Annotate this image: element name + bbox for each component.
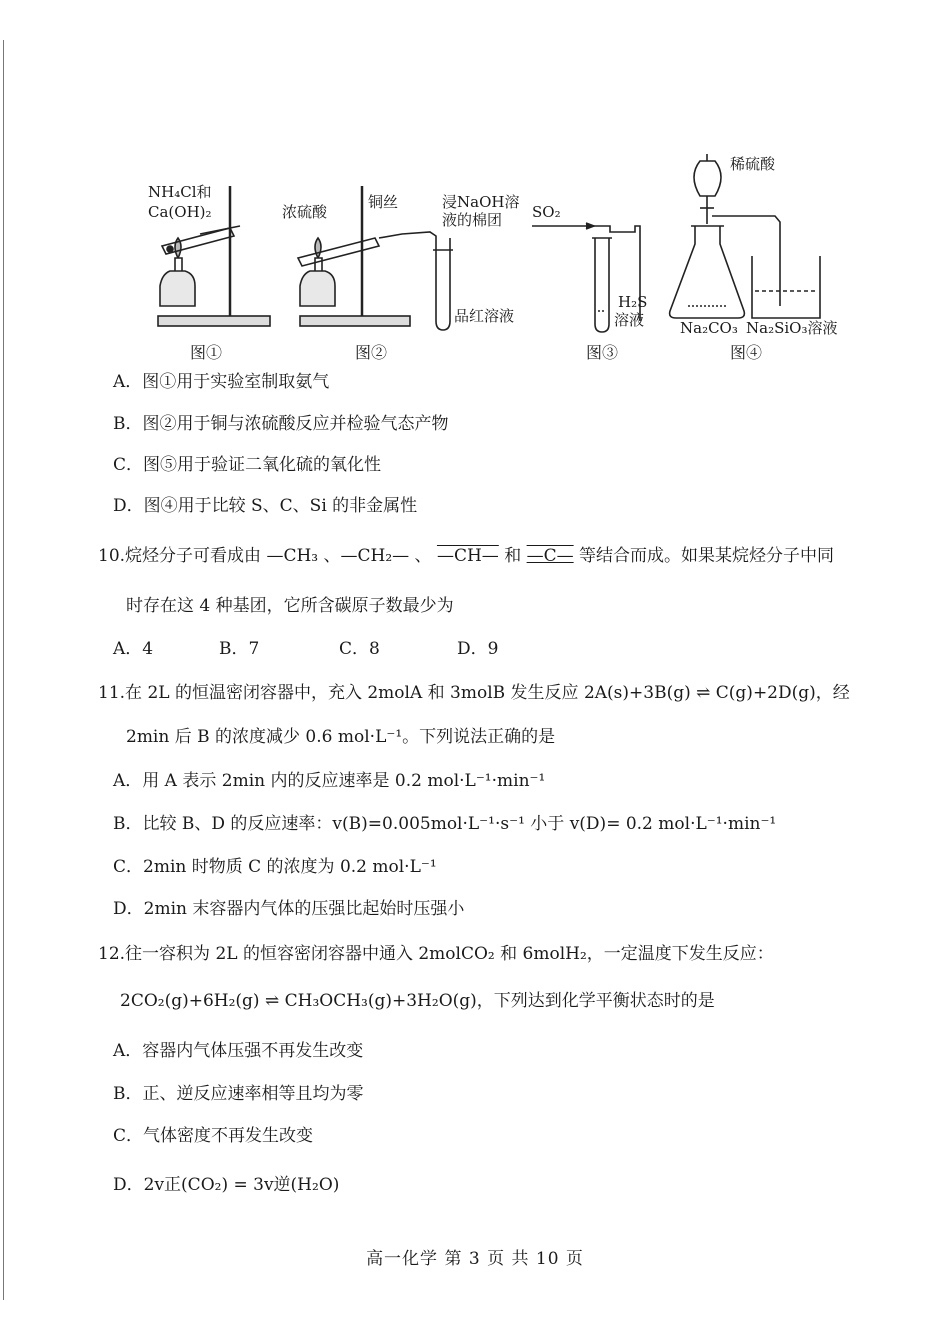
q12-stem-line-1: 12.往一容积为 2L 的恒容密闭容器中通入 2molCO₂ 和 6molH₂，一定温度下发生反应： <box>98 944 774 964</box>
q9-option-b: B．图②用于铜与浓硫酸反应并检验气态产物 <box>113 414 449 434</box>
q10-option-c: C．8 <box>339 639 380 659</box>
fig4-caption: 图④ <box>730 343 763 362</box>
q12-option-b: B．正、逆反应速率相等且均为零 <box>113 1084 364 1104</box>
page-footer: 高一化学 第 3 页 共 10 页 <box>366 1249 584 1269</box>
fig1-caption: 图① <box>190 343 223 362</box>
fig2-caption: 图② <box>355 343 388 362</box>
fig2-acid-label: 浓硫酸 <box>282 203 328 221</box>
fig2-cotton-label-2: 液的棉团 <box>442 211 503 229</box>
q10-and: 和 <box>504 546 522 566</box>
q10-lead: 10.烷烃分子可看成由 —CH₃ 、—CH₂— 、 <box>98 546 432 566</box>
q10-stem-line-1 <box>98 546 834 566</box>
q10-option-a: A．4 <box>113 639 154 659</box>
q11-option-b: B．比较 B、D 的反应速率：v(B)=0.005mol·L⁻¹·s⁻¹ 小于 v(D)= 0.2 mol·L⁻¹·min⁻¹ <box>113 814 777 834</box>
q12-option-c: C．气体密度不再发生改变 <box>113 1126 314 1146</box>
q12-option-a: A．容器内气体压强不再发生改变 <box>113 1041 364 1061</box>
apparatus-figures <box>140 146 840 372</box>
q10-ch-group: —CH— <box>436 546 499 566</box>
q12-option-d: D．2v正(CO₂) = 3v逆(H₂O) <box>113 1175 340 1195</box>
fig2-wire-label: 铜丝 <box>368 193 399 211</box>
q9-option-d: D．图④用于比较 S、C、Si 的非金属性 <box>113 496 418 516</box>
q11-stem-line-2: 2min 后 B 的浓度减少 0.6 mol·L⁻¹。下列说法正确的是 <box>126 727 556 747</box>
q12-stem-line-2: 2CO₂(g)+6H₂(g) ⇌ CH₃OCH₃(g)+3H₂O(g)，下列达到化学平衡状态时的是 <box>120 991 715 1011</box>
q11-option-c: C．2min 时物质 C 的浓度为 0.2 mol·L⁻¹ <box>113 857 437 877</box>
fig1-reagent-label-2: Ca(OH)₂ <box>148 203 212 221</box>
fig2-solution-label: 品红溶液 <box>454 307 515 325</box>
apparatus-drawings <box>140 146 840 372</box>
fig3-caption: 图③ <box>586 343 619 362</box>
fig3-gas-label: SO₂ <box>532 203 561 221</box>
fig4-solid-label: Na₂CO₃ <box>680 319 738 337</box>
fig3-reagent-label-2: 溶液 <box>614 311 645 329</box>
q10-stem-line-2: 时存在这 4 种基团，它所含碳原子数最少为 <box>126 596 454 616</box>
fig4-acid-label: 稀硫酸 <box>730 155 776 173</box>
page-edge-rule <box>3 40 4 1300</box>
q10-c-group: —C— <box>526 546 574 566</box>
q11-stem-line-1: 11.在 2L 的恒温密闭容器中，充入 2molA 和 3molB 发生反应 2A(s)+3B(g) ⇌ C(g)+2D(g)，经 <box>98 683 850 703</box>
figure-4-apparatus <box>670 154 820 318</box>
q11-option-a: A．用 A 表示 2min 内的反应速率是 0.2 mol·L⁻¹·min⁻¹ <box>113 771 546 791</box>
fig3-reagent-label-1: H₂S <box>618 293 648 311</box>
q10-tail: 等结合而成。如果某烷烃分子中同 <box>579 546 835 566</box>
fig4-solution-label: Na₂SiO₃溶液 <box>746 319 838 337</box>
q11-option-d: D．2min 末容器内气体的压强比起始时压强小 <box>113 899 465 919</box>
q10-option-b: B．7 <box>219 639 260 659</box>
fig1-reagent-label-1: NH₄Cl和 <box>148 183 212 201</box>
q9-option-a: A．图①用于实验室制取氨气 <box>113 372 330 392</box>
q9-option-c: C．图⑤用于验证二氧化硫的氧化性 <box>113 455 382 475</box>
q10-option-d: D．9 <box>457 639 499 659</box>
fig2-cotton-label-1: 浸NaOH溶 <box>442 193 520 211</box>
